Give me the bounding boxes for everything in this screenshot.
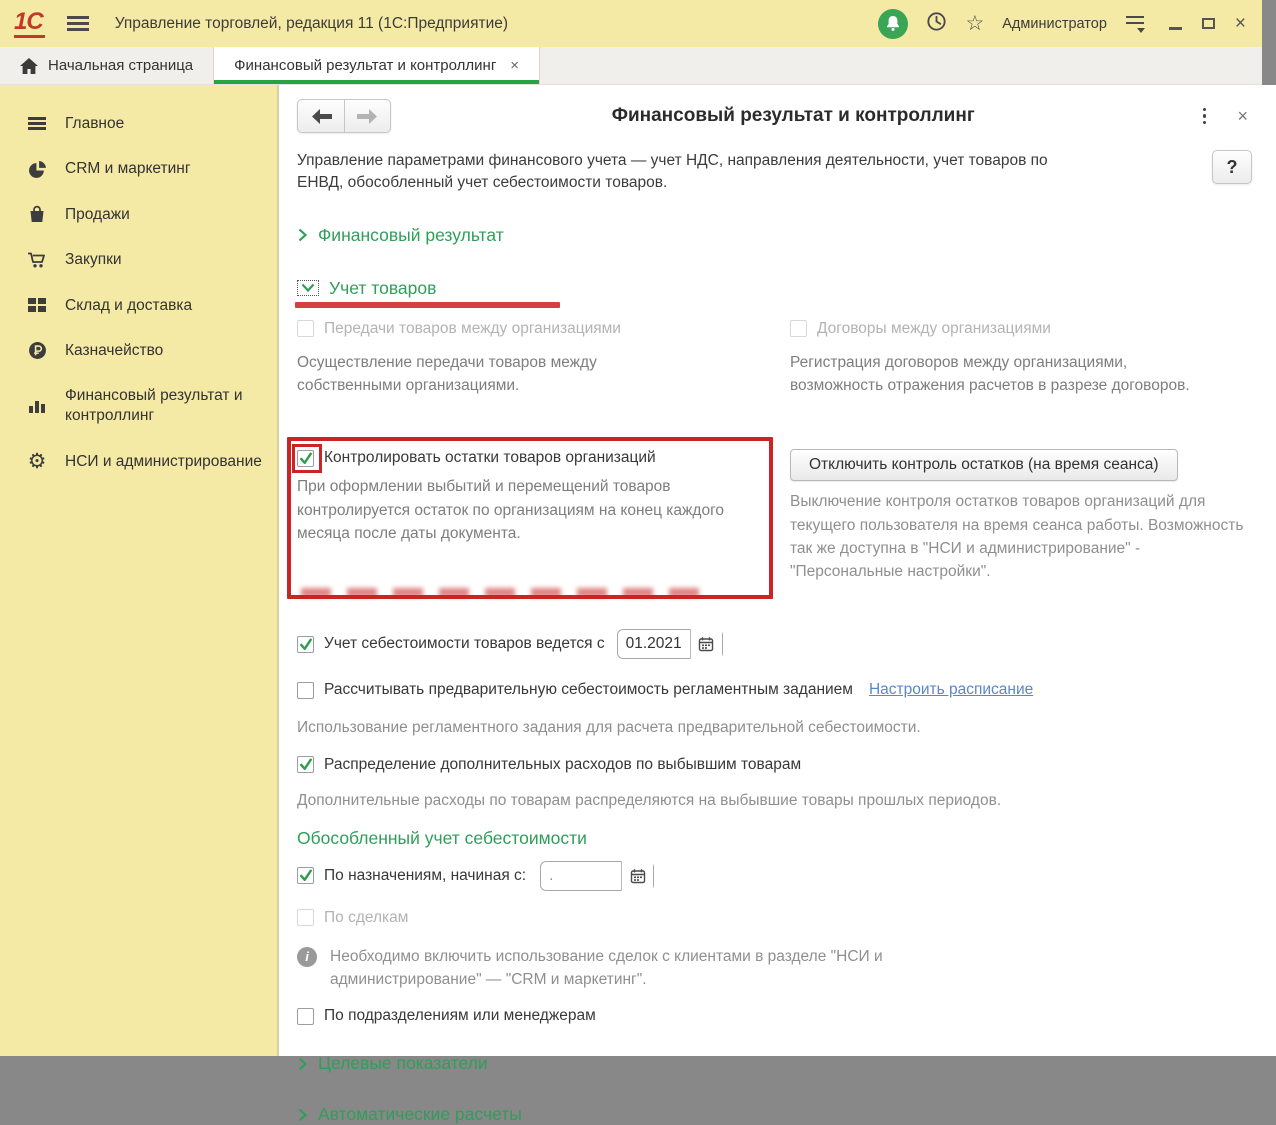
sidebar-item-label: CRM и маркетинг	[65, 160, 191, 178]
disable-control-button[interactable]: Отключить контроль остатков (на время сеанса)	[790, 449, 1178, 481]
check-icon	[299, 758, 313, 771]
chevron-down-icon	[297, 280, 319, 296]
purpose-date-input[interactable]	[541, 867, 621, 885]
checkbox-box	[790, 320, 807, 337]
main-menu-icon[interactable]	[67, 13, 89, 35]
1c-logo-icon: 1С	[14, 10, 45, 38]
check-icon	[299, 869, 313, 882]
sidebar-item-label: НСИ и администрирование	[65, 452, 262, 470]
tab-close-icon[interactable]: ×	[510, 57, 520, 74]
checkbox-org-contracts[interactable]: Договоры между организациями	[790, 320, 1252, 338]
window-title: Управление торговлей, редакция 11 (1С:Предприятие)	[114, 14, 509, 32]
cost-date-field	[617, 629, 723, 659]
section-label: Финансовый результат	[318, 224, 504, 245]
checkbox-box-checked	[297, 867, 314, 884]
section-label: Целевые показатели	[318, 1053, 488, 1074]
grid-icon	[26, 297, 48, 313]
control-balances-description: При оформлении выбытий и перемещений товаров контролируется остаток по организациям на конец каждого месяца после даты документа.	[297, 478, 725, 542]
page-title: Финансовый результат и контроллинг	[611, 105, 975, 126]
check-icon	[299, 638, 313, 651]
service-menu-icon[interactable]	[1125, 14, 1145, 33]
checkbox-goods-transfer[interactable]: Передачи товаров между организациями	[297, 320, 749, 338]
checkbox-box	[297, 1008, 314, 1025]
maximize-button[interactable]	[1202, 18, 1215, 29]
chevron-right-icon	[297, 227, 308, 243]
checkbox-box-checked	[297, 450, 314, 467]
sidebar-item-crm[interactable]	[0, 146, 277, 191]
cost-date-input[interactable]	[618, 635, 690, 653]
calendar-icon[interactable]	[621, 861, 653, 891]
gear-icon: ⚙	[27, 450, 47, 473]
section-target-indicators[interactable]	[297, 1053, 1252, 1074]
check-icon	[299, 452, 313, 465]
purpose-date-field	[540, 861, 654, 891]
checkbox-control-balances[interactable]: Контролировать остатки товаров организаций	[297, 449, 749, 467]
section-automatic-calculations[interactable]	[297, 1104, 1252, 1125]
info-icon: i	[297, 947, 317, 967]
minimize-button[interactable]	[1169, 27, 1182, 30]
checkbox-box-checked	[297, 636, 314, 653]
checkbox-by-deals[interactable]: По сделкам	[297, 909, 1252, 927]
sidebar-item-nsi-admin[interactable]	[0, 438, 277, 485]
section-label: Учет товаров	[329, 277, 437, 298]
sidebar-item-financial-result[interactable]	[0, 373, 277, 438]
sidebar	[0, 85, 279, 1056]
checkbox-preliminary-cost[interactable]: Рассчитывать предварительную себестоимость регламентным заданием	[297, 681, 853, 699]
tab-home-label: Начальная страница	[48, 57, 194, 74]
chevron-right-icon	[297, 1107, 308, 1123]
menu-lines-icon	[26, 115, 48, 133]
distribute-expenses-description: Дополнительные расходы по товарам распределяются на выбывшие товары прошлых периодов.	[297, 791, 1002, 809]
tab-active-label: Финансовый результат и контроллинг	[234, 57, 497, 74]
arrow-left-icon	[311, 109, 332, 124]
checkbox-by-purpose[interactable]: По назначениям, начиная с:	[297, 867, 526, 885]
current-user-label: Администратор	[1002, 15, 1107, 32]
sidebar-item-sales[interactable]	[0, 192, 277, 237]
subsection-separate-cost: Обособленный учет себестоимости	[297, 827, 587, 848]
section-label: Автоматические расчеты	[318, 1104, 522, 1125]
section-financial-result[interactable]	[297, 225, 1252, 246]
window-close-button[interactable]: ×	[1234, 13, 1246, 34]
sidebar-item-label: Финансовый результат и контроллинг	[65, 387, 243, 424]
ruble-icon	[26, 341, 48, 360]
page-description: Управление параметрами финансового учета — учет НДС, направления деятельности, учет товаров по ЕНВД, обособленный учет себестоимости товаров.	[297, 152, 1048, 192]
annotation-red-underline	[295, 302, 560, 308]
more-actions-icon[interactable]	[1195, 108, 1213, 125]
configure-schedule-link[interactable]: Настроить расписание	[868, 681, 1034, 699]
pie-chart-icon	[26, 160, 48, 179]
checkbox-distribute-expenses[interactable]: Распределение дополнительных расходов по выбывшим товарам	[297, 756, 1252, 774]
cart-icon	[26, 251, 48, 269]
sidebar-item-warehouse[interactable]	[0, 283, 277, 328]
sidebar-item-label: Закупки	[65, 251, 122, 269]
notifications-bell-icon[interactable]	[878, 9, 908, 39]
tab-financial-result[interactable]	[214, 47, 540, 84]
form-close-button[interactable]: ×	[1237, 105, 1248, 126]
deals-info-text: Необходимо включить использование сделок с клиентами в разделе "НСИ и администрирование" — "CRM и маркетинг".	[330, 947, 883, 989]
goods-transfer-description: Осуществление передачи товаров между собственными организациями.	[297, 353, 597, 395]
main-content	[279, 85, 1276, 1125]
calendar-icon[interactable]	[690, 629, 722, 659]
tab-home[interactable]	[0, 47, 214, 84]
checkbox-box	[297, 682, 314, 699]
favorites-star-icon[interactable]: ☆	[965, 12, 985, 35]
history-icon[interactable]	[926, 11, 947, 37]
checkbox-box	[297, 909, 314, 926]
forward-button[interactable]	[344, 100, 390, 132]
sidebar-item-label: Продажи	[65, 205, 130, 223]
tab-bar	[0, 47, 1262, 85]
sidebar-item-main[interactable]	[0, 101, 277, 146]
back-button[interactable]	[298, 100, 344, 132]
preliminary-cost-description: Использование регламентного задания для расчета предварительной себестоимости.	[297, 719, 921, 737]
checkbox-box	[297, 320, 314, 337]
bar-chart-icon	[26, 398, 48, 414]
sidebar-item-label: Главное	[65, 115, 125, 132]
section-goods-accounting[interactable]	[297, 278, 1252, 299]
window-titlebar	[0, 0, 1262, 47]
org-contracts-description: Регистрация договоров между организациями, возможность отражения расчетов в разрезе договоров.	[790, 353, 1190, 395]
sidebar-item-treasury[interactable]	[0, 328, 277, 373]
checkbox-by-departments[interactable]: По подразделениям или менеджерам	[297, 1007, 1252, 1025]
arrow-right-icon	[357, 109, 378, 124]
sidebar-item-label: Казначейство	[65, 341, 164, 359]
sidebar-item-purchases[interactable]	[0, 237, 277, 282]
annotation-blur-marks	[301, 588, 715, 597]
help-button[interactable]: ?	[1212, 150, 1252, 184]
home-icon	[20, 58, 38, 74]
checkbox-box-checked	[297, 756, 314, 773]
bag-icon	[26, 205, 48, 223]
sidebar-item-label: Склад и доставка	[65, 296, 193, 314]
chevron-right-icon	[297, 1056, 308, 1072]
checkbox-cost-accounting[interactable]: Учет себестоимости товаров ведется с	[297, 635, 605, 653]
disable-control-description: Выключение контроля остатков товаров организаций для текущего пользователя на время сеанса работы. Возможность так же доступна в "НСИ и администрирование" - "Персональные настройки".	[790, 493, 1244, 581]
